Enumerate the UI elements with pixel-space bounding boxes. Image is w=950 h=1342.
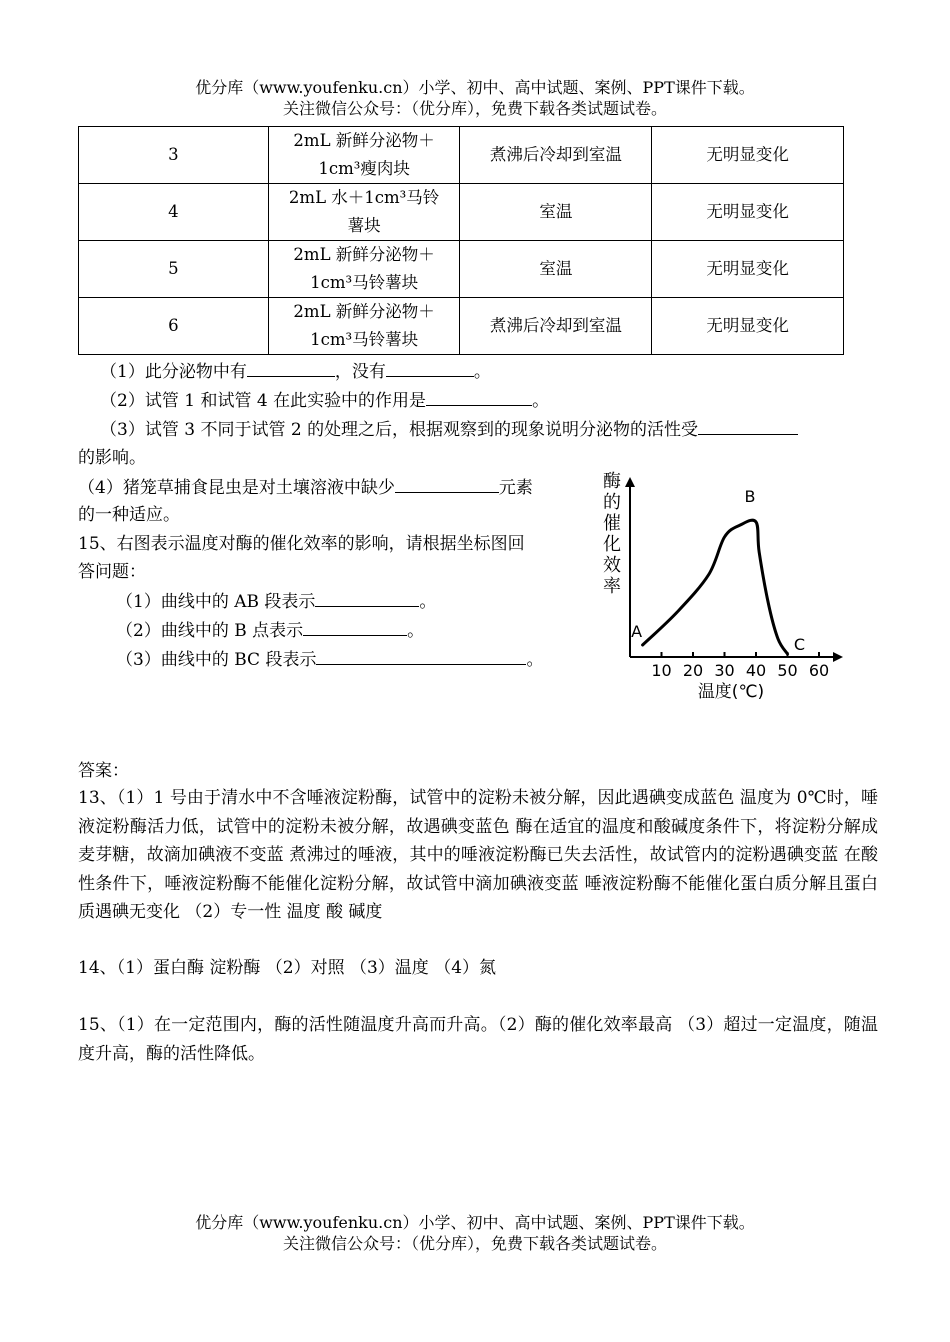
q14-part-4 [78,474,533,501]
answer-blank[interactable] [698,416,798,435]
contents-line-2: 1cm³瘦肉块 [318,159,410,178]
q14-part-2 [100,387,549,414]
q14-part-4-cont: 的一种适应。 [78,505,180,525]
x-tick-label: 60 [808,661,830,680]
q14-p3-text-a: （3）试管 3 不同于试管 2 的处理之后，根据观察到的现象说明分泌物的活性受 [100,420,699,440]
q14-part-3 [100,416,798,443]
table-row [79,298,844,355]
y-label-char: 化 [603,534,621,555]
q15-s3-text-b: 。 [526,650,544,670]
y-label-char: 率 [603,576,621,597]
q14-part-3-cont: 的影响。 [78,448,146,468]
table-row [79,184,844,241]
answer-blank[interactable] [247,358,335,377]
tube-result: 无明显变化 [652,241,844,298]
point-label-c: C [793,635,806,654]
q15-s2-text-a: （2）曲线中的 B 点表示 [116,621,304,641]
q14-part-1 [100,358,491,385]
tube-contents [268,298,460,355]
footer-line-1: 优分库（www.youfenku.cn）小学、初中、高中试题、案例、PPT课件下载。 [195,1213,755,1232]
answer-blank[interactable] [315,588,419,607]
answer-13: 13、（1）1 号由于清水中不含唾液淀粉酶，试管中的淀粉未被分解，因此遇碘变成蓝色 温度为 0℃时，唾液淀粉酶活力低，试管中的淀粉未被分解，故遇碘变蓝色 酶在适宜的温度和酸碱度条件下，将淀粉分解成麦芽糖，故滴加碘液不变蓝 煮沸过的唾液，其中的唾液淀粉酶已失去活性，故试管内的淀粉遇碘变蓝 在酸性条件下，唾液淀粉酶不能催化淀粉分解，故试管中滴加碘液变蓝 唾液淀粉酶不能催化蛋白质分解且蛋白质遇碘无变化 （2）专一性 温度 酸 碱度 [78,788,878,922]
x-tick-label: 50 [777,661,798,680]
x-axis-label: 温度(℃) [697,682,765,702]
answer-blank[interactable] [303,617,407,636]
page-header [0,77,950,119]
contents-line-1: 2mL 新鲜分泌物＋ [293,131,435,150]
q14-p2-text-b: 。 [532,391,550,411]
contents-line-1: 2mL 新鲜分泌物＋ [293,245,435,264]
contents-line-2: 1cm³马铃薯块 [310,330,419,349]
y-axis-label [603,471,621,597]
tube-treatment: 室温 [460,184,652,241]
tube-number: 4 [79,184,269,241]
footer-line-2: 关注微信公众号：（优分库），免费下载各类试题试卷。 [282,1234,667,1253]
answer-blank[interactable] [316,646,526,665]
y-label-char: 催 [603,513,621,534]
table-row [79,241,844,298]
point-label-b: B [744,487,756,506]
tube-number: 3 [79,127,269,184]
tube-result: 无明显变化 [652,127,844,184]
tube-result: 无明显变化 [652,184,844,241]
answers-title: 答案： [78,761,129,781]
tube-number: 6 [79,298,269,355]
q15-s1-text-b: 。 [419,592,437,612]
q14-p1-text-b: ，没有 [334,362,386,382]
q14-p4-text-b: 元素 [498,478,533,498]
answer-14: 14、（1）蛋白酶 淀粉酶 （2）对照 （3）温度 （4）氮 [78,958,497,978]
tube-treatment: 煮沸后冷却到室温 [460,298,652,355]
header-line-1: 优分库（www.youfenku.cn）小学、初中、高中试题、案例、PPT课件下载。 [195,78,755,97]
experiment-table [78,126,844,355]
q15-s3-text-a: （3）曲线中的 BC 段表示 [116,650,317,670]
q15-intro-line-1: 15、右图表示温度对酶的催化效率的影响，请根据坐标图回 [78,534,525,554]
q14-p1-text-a: （1）此分泌物中有 [100,362,247,382]
q14-p4-text-a: （4）猪笼草捕食昆虫是对土壤溶液中缺少 [78,478,395,498]
answer-15: 15、（1）在一定范围内，酶的活性随温度升高而升高。（2）酶的催化效率最高 （3）超过一定温度，随温度升高，酶的活性降低。 [78,1015,878,1064]
y-label-char: 酶 [603,471,621,492]
x-tick-label: 10 [651,661,672,680]
tube-contents [268,127,460,184]
table-row [79,127,844,184]
contents-line-1: 2mL 水＋1cm³马铃 [288,188,440,207]
tube-contents [268,184,460,241]
q15-s2-text-b: 。 [407,621,425,641]
y-axis-arrow [625,477,635,487]
tube-treatment: 室温 [460,241,652,298]
tube-contents [268,241,460,298]
enzyme-temperature-chart [598,465,858,705]
answer-blank[interactable] [426,387,532,406]
q15-sub-2 [116,617,424,644]
tube-result: 无明显变化 [652,298,844,355]
page-footer [0,1212,950,1254]
tube-treatment: 煮沸后冷却到室温 [460,127,652,184]
contents-line-2: 1cm³马铃薯块 [310,273,419,292]
q15-intro-line-2: 答问题： [78,562,146,582]
header-line-2: 关注微信公众号：（优分库），免费下载各类试题试卷。 [282,99,667,118]
x-axis-arrow [833,652,843,662]
q14-p1-text-c: 。 [473,362,491,382]
tube-number: 5 [79,241,269,298]
point-label-a: A [631,622,643,641]
enzyme-curve [643,520,788,654]
y-label-char: 的 [603,492,621,513]
contents-line-2: 薯块 [347,216,381,235]
answer-blank[interactable] [386,358,474,377]
contents-line-1: 2mL 新鲜分泌物＋ [293,302,435,321]
q15-sub-3 [116,646,543,673]
answer-blank[interactable] [395,474,499,493]
q15-s1-text-a: （1）曲线中的 AB 段表示 [116,592,316,612]
x-tick-label: 40 [745,661,767,680]
y-label-char: 效 [603,555,621,576]
x-tick-label: 20 [682,661,704,680]
q15-sub-1 [116,588,436,615]
q14-p2-text-a: （2）试管 1 和试管 4 在此实验中的作用是 [100,391,427,411]
x-tick-label: 30 [714,661,735,680]
